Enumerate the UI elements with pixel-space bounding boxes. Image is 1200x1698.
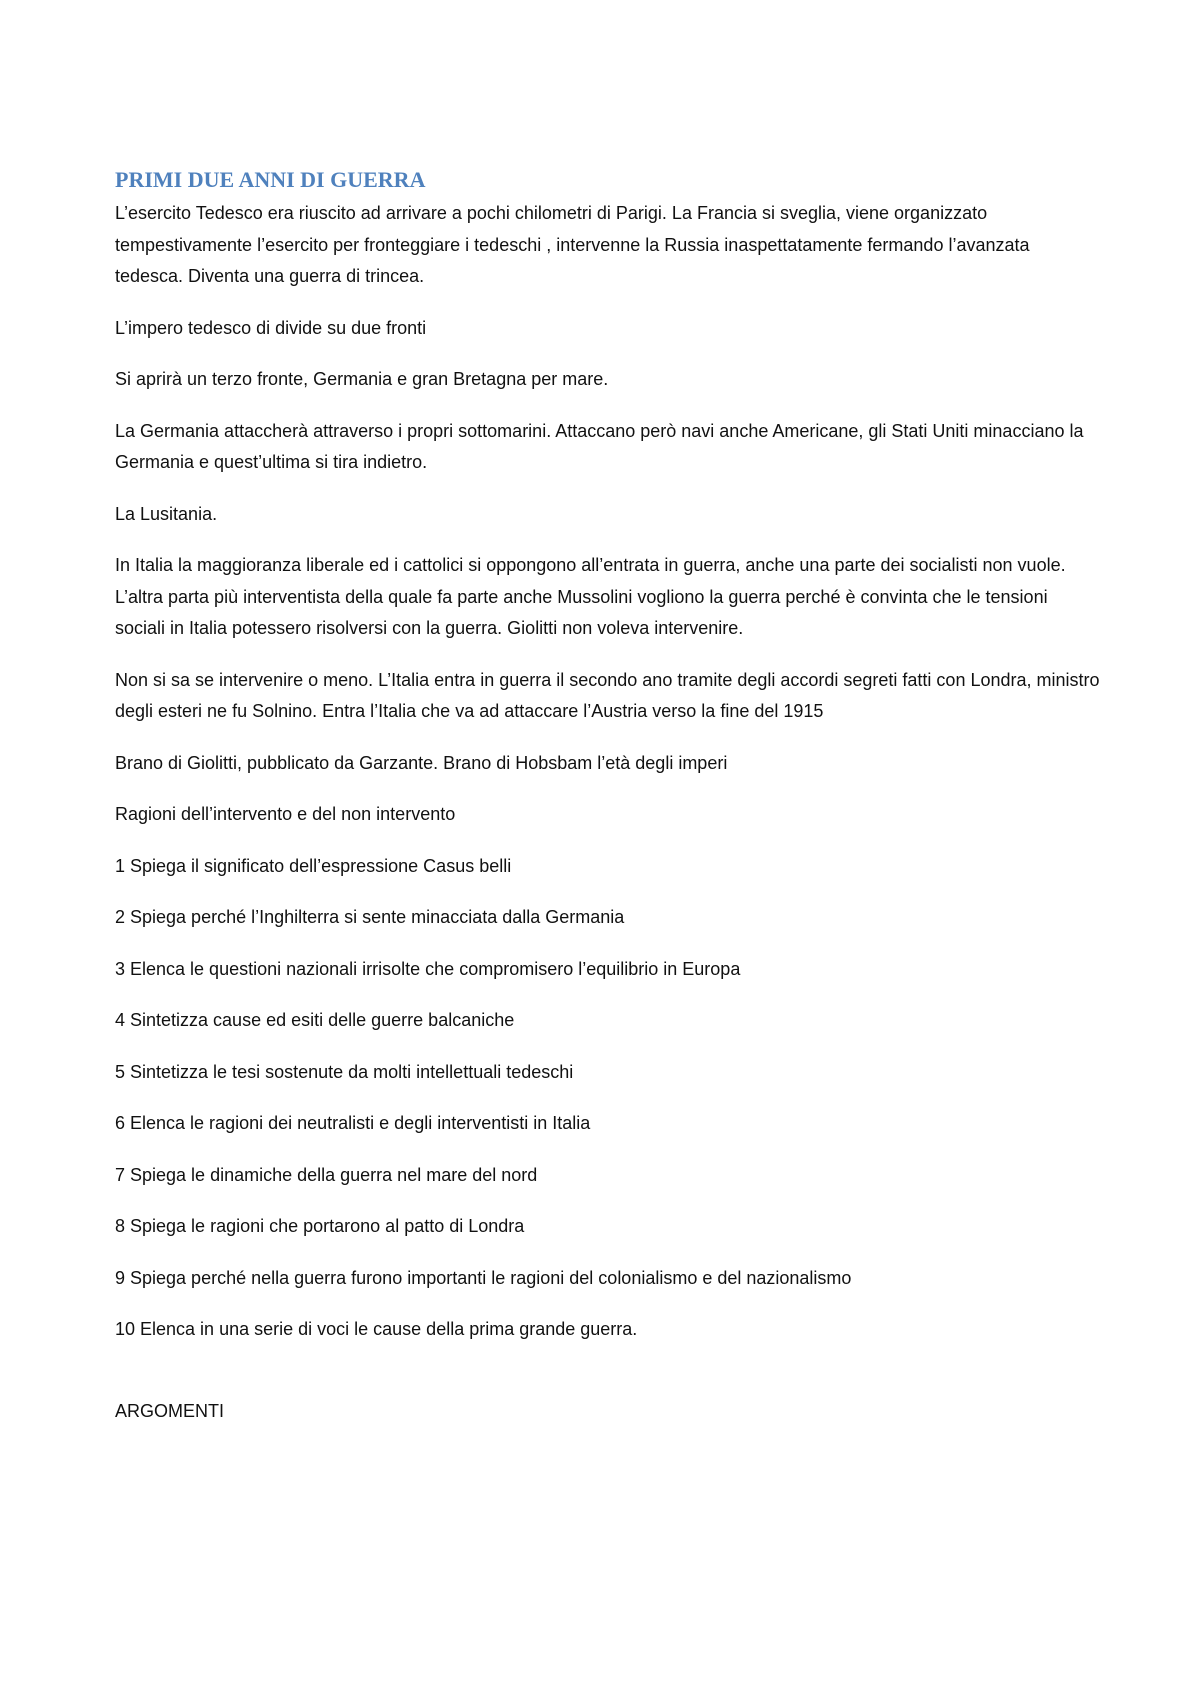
question-item: 3 Elenca le questioni nazionali irrisolte che compromisero l’equilibrio in Europa [115,958,741,979]
question-item: 6 Elenca le ragioni dei neutralisti e degli interventisti in Italia [115,1113,591,1133]
question-item: 7 Spiega le dinamiche della guerra nel mare del nord [115,1164,538,1185]
question-item: 10 Elenca in una serie di voci le cause della prima grande guerra. [115,1319,638,1339]
question-item: 9 Spiega perché nella guerra furono importanti le ragioni del colonialismo e del nazionalismo [115,1267,852,1288]
paragraph-fronts: L’impero tedesco di divide su due fronti [115,317,427,338]
paragraph-lusitania: La Lusitania. [115,503,218,524]
question-item: 8 Spiega le ragioni che portarono al patto di Londra [115,1216,525,1236]
paragraph-italy-debate: In Italia la maggioranza liberale ed i cattolici si oppongono all’entrata in guerra, anche una parte dei socialisti non vuole. L’altra parta più interventista della quale fa parte anche Mussolini vogliono la guerra perché è convinta che le tensioni sociali in Italia potessero risolversi con la guerra. Giolitti non voleva intervenire. [115,555,1066,638]
document-body [115,162,1100,1427]
document-title: PRIMI DUE ANNI DI GUERRA [115,167,426,192]
paragraph-reasons: Ragioni dell’intervento e del non intervento [115,804,456,824]
arguments-label: ARGOMENTI [115,1400,225,1421]
question-item: 2 Spiega perché l’Inghilterra si sente minacciata dalla Germania [115,907,625,927]
paragraph-sources: Brano di Giolitti, pubblicato da Garzante. Brano di Hobsbam l’età degli imperi [115,752,728,773]
section-spacer [115,1366,1100,1396]
question-item: 5 Sintetizza le tesi sostenute da molti intellettuali tedeschi [115,1061,574,1082]
question-item: 4 Sintetizza cause ed esiti delle guerre balcaniche [115,1010,515,1030]
paragraph-submarines: La Germania attaccherà attraverso i propri sottomarini. Attaccano però navi anche Americane, gli Stati Uniti minacciano la Germania e quest’ultima si tira indietro. [115,420,1084,472]
paragraph-third-front: Si aprirà un terzo fronte, Germania e gran Bretagna per mare. [115,369,609,389]
question-item: 1 Spiega il significato dell’espressione Casus belli [115,855,512,876]
paragraph-intro: L’esercito Tedesco era riuscito ad arrivare a pochi chilometri di Parigi. La Francia si sveglia, viene organizzato tempestivamente l’esercito per fronteggiare i tedeschi , intervenne la Russia inaspettatamente fermando l’avanzata tedesca. Diventa una guerra di trincea. [115,203,1030,286]
paragraph-italy-entry: Non si sa se intervenire o meno. L’Italia entra in guerra il secondo ano tramite degli accordi segreti fatti con Londra, ministro degli esteri ne fu Solnino. Entra l’Italia che va ad attaccare l’Austria verso la fine del 1915 [115,669,1100,721]
